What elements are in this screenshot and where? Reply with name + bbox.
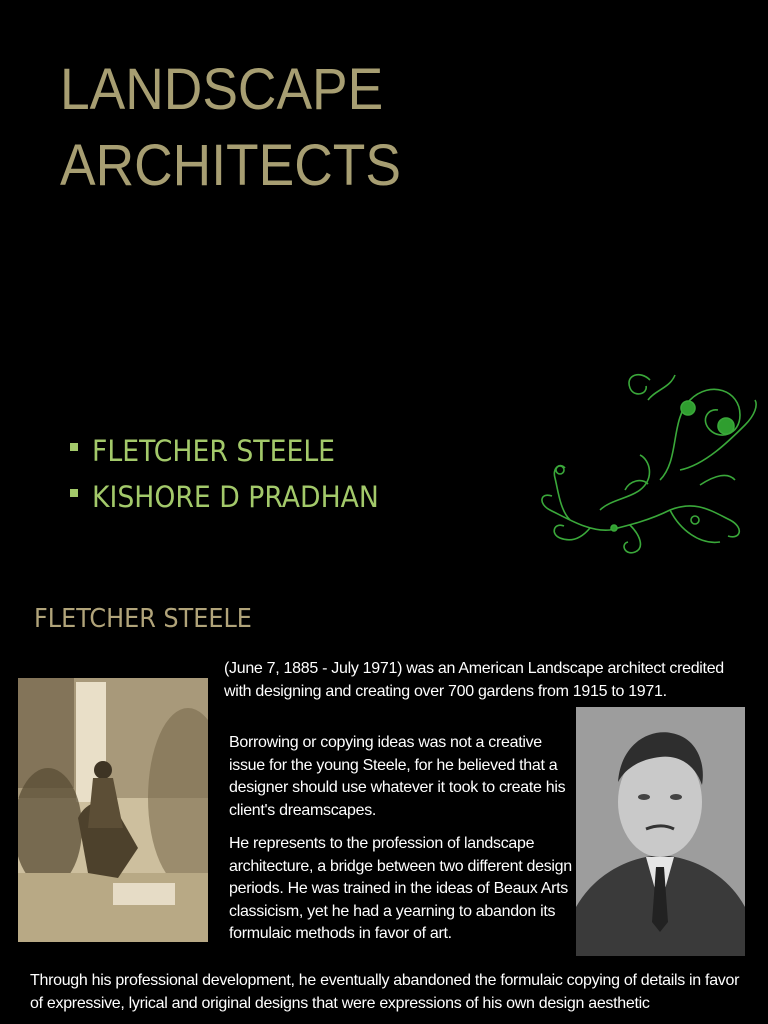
portrait-photo (576, 707, 745, 956)
slide-title-line-1: LANDSCAPE (60, 57, 384, 122)
borrowing-paragraph: Borrowing or copying ideas was not a creative issue for the young Steele, for he believed that a designer should use whatever it took to create his client's dreamscapes. (229, 734, 566, 819)
square-bullet-icon (70, 489, 78, 497)
slide-title (60, 52, 401, 204)
architect-name: KISHORE D PRADHAN (92, 480, 379, 514)
section-title: FLETCHER STEELE (34, 604, 252, 634)
architect-list (70, 428, 404, 520)
intro-paragraph: (June 7, 1885 - July 1971) was an American Landscape architect credited with designing and creating over 700 gardens from 1915 to 1971. (224, 660, 724, 700)
garden-photo (18, 678, 208, 942)
architect-list-item (70, 474, 404, 520)
architect-list-item (70, 428, 404, 474)
swirl-ornament-icon (530, 360, 765, 570)
slide-title-line-2: ARCHITECTS (60, 133, 401, 198)
bridge-paragraph: He represents to the profession of landscape architecture, a bridge between two different design periods. He was trained in the ideas of Beaux Arts classicism, yet he had a yearning to abandon its formulaic methods in favor of art. (229, 835, 572, 942)
development-paragraph: Through his professional development, he eventually abandoned the formulaic copying of details in favor of expressive, lyrical and original designs that were expressions of his own design aesthetic (30, 972, 740, 1012)
square-bullet-icon (70, 443, 78, 451)
architect-name: FLETCHER STEELE (92, 434, 336, 468)
